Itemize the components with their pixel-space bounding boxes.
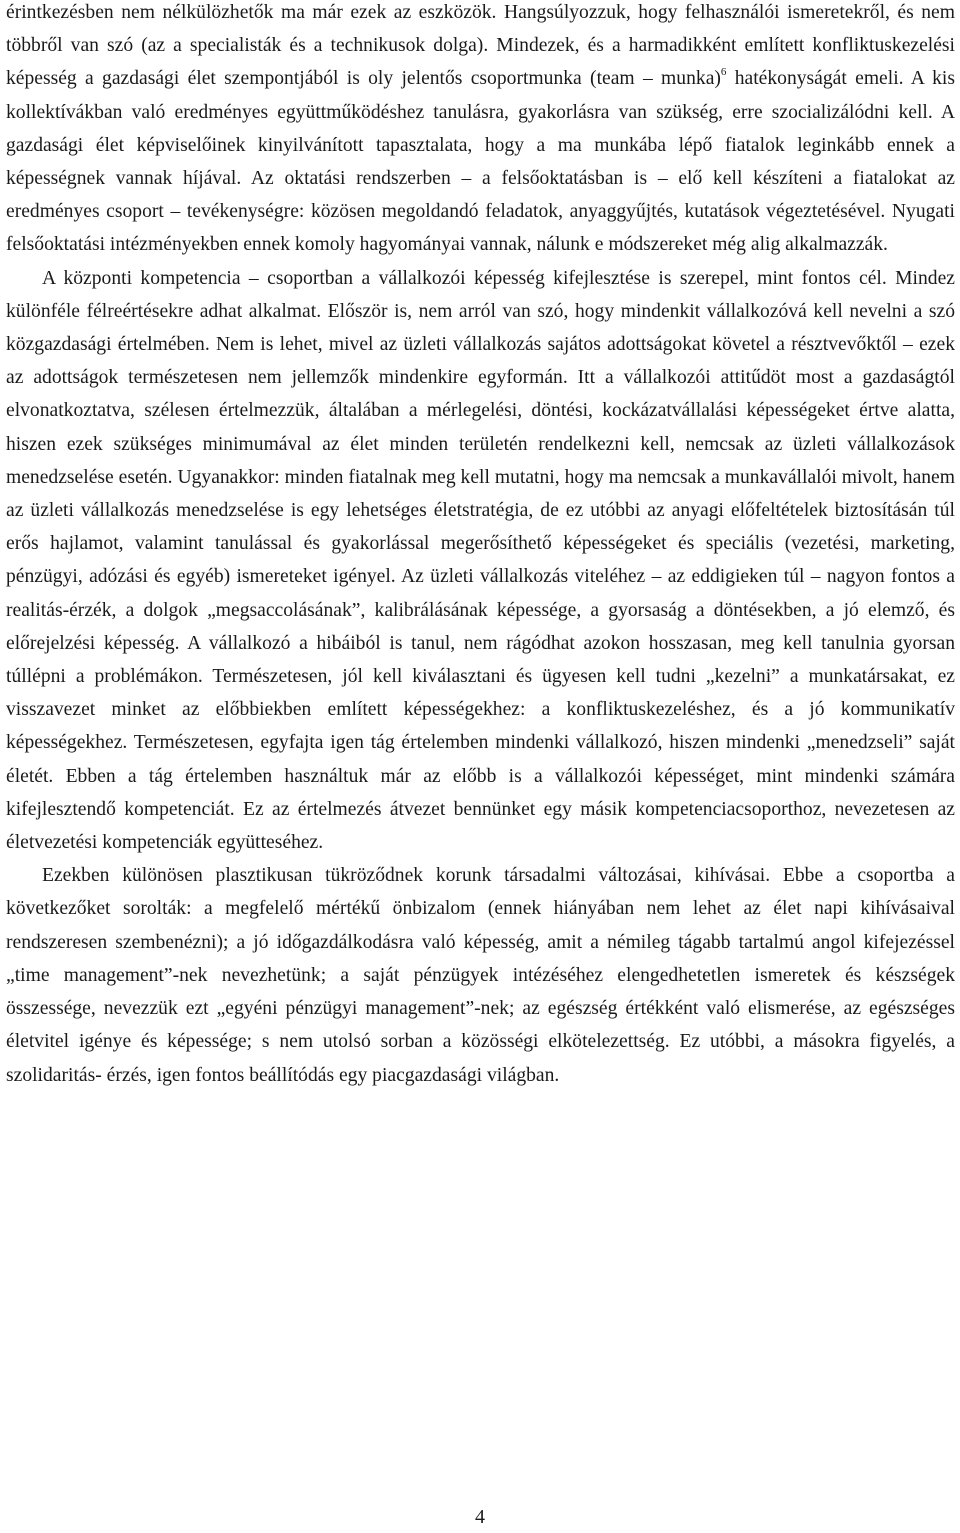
page-number: 4	[475, 1506, 485, 1528]
document-page	[6, 0, 955, 1092]
paragraph-3: Ezekben különösen plasztikusan tükröződnek korunk társadalmi változásai, kihívásai. Ebbe a csoportba a következőket sorolták: a megfelelő mértékű önbizalom (ennek hiányában nem lehet az élet napi kihívásaival rendszeresen szembenézni); a jó időgazdálkodásra való képesség, amit a némileg tágabb tartalmú angol kifejezéssel „time management”-nek nevezhetünk; a saját pénzügyek intézéséhez elengedhetetlen ismeretek és készségek összessége, nevezzük ezt „egyéni pénzügyi management”-nek; az egészség értékként való elismerése, az egészséges életvitel igénye és képessége; s nem utolsó sorban a közösségi elkötelezettség. Ez utóbbi, a másokra figyelés, a szolidaritás- érzés, igen fontos beállítódás egy piacgazdasági világban.	[6, 865, 955, 1086]
paragraph-1-text-end: hatékonyságát emeli. A kis kollektívákban való eredményes együttműködéshez tanulásra, gyakorlásra van szükség, erre szocializálódni kell. A gazdasági élet képviselőinek kinyilvánított tapasztalata, hogy a ma munkába lépő fiatalok leginkább ennek a képességnek vannak híjával. Az oktatási rendszerben – a felsőoktatásban is – elő kell készíteni a fiatalokat az eredményes csoport – tevékenységre: közösen megoldandó feladatok, anyaggyűjtés, kutatások végeztetésével. Nyugati felsőoktatási intézményekben ennek komoly hagyományai vannak, nálunk e módszereket még alig alkalmazzák.	[6, 68, 956, 256]
paragraph-1	[6, 0, 955, 262]
paragraph-2: A központi kompetencia – csoportban a vállalkozói képesség kifejlesztése is szerepel, mint fontos cél. Mindez különféle félreértésekre adhat alkalmat. Először is, nem arról van szó, hogy mindenkit vállalkozóvá kell nevelni a szó közgazdasági értelmében. Nem is lehet, mivel az üzleti vállalkozás sajátos adottságokat követel a résztvevőktől – ezek az adottságok természetesen nem jellemzők mindenkire egyformán. Itt a vállalkozói attitűdöt most a gazdaságtól elvonatkoztatva, szélesen értelmezzük, általában a mérlegelési, döntési, kockázatvállalási képességeket értve alatta, hiszen ezek szükséges minimumával az élet minden területén rendelkezni kell, nemcsak az üzleti vállalkozások menedzselése esetén. Ugyanakkor: minden fiatalnak meg kell mutatni, hogy ma nemcsak a munkavállalói mivolt, hanem az üzleti vállalkozás menedzselése is egy lehetséges életstratégia, de ez utóbbi az anyagi előfeltételek biztosításán túl erős hajlamot, valamint tanulással és gyakorlással megerősíthető képességeket és speciális (vezetési, marketing, pénzügyi, adózási és egyéb) ismereteket igényel. Az üzleti vállalkozás viteléhez – az eddigieken túl – nagyon fontos a realitás-érzék, a dolgok „megsaccolásának”, kalibrálásának képessége, a gyorsaság a döntésekben, a jó elemző, és előrejelzési képesség. A vállalkozó a hibáiból is tanul, nem rágódhat azokon hosszasan, meg kell tanulnia gyorsan túllépni a problémákon. Természetesen, jól kell kiválasztani és ügyesen kell tudni „kezelni” a munkatársakat, ez visszavezet minket az előbbiekben említett képességekhez: a konfliktuskezeléshez, és a jó kommunikatív képességekhez. Természetesen, egyfajta igen tág értelemben mindenki vállalkozó, hiszen mindenki „menedzseli” saját életét. Ebben a tág értelemben használtuk már az előbb is a vállalkozói képességet, mint mindenki számára kifejlesztendő kompetenciát. Ez az értelmezés átvezet bennünket egy másik kompetenciacsoporthoz, nevezetesen az életvezetési kompetenciák együtteséhez.	[6, 267, 955, 854]
paragraph-1-text-start: érintkezésben nem nélkülözhetők ma már ezek az eszközök. Hangsúlyozzuk, hogy felhasználói ismeretekről, és nem többről van szó (az a specialisták és a technikusok dolga). Mindezek, és a harmadikként említett konfliktuskezelési képesség a gazdasági élet szempontjából is oly jelentős csoportmunka (team – munka)	[6, 2, 955, 90]
footnote-reference[interactable]: 6	[720, 65, 727, 78]
